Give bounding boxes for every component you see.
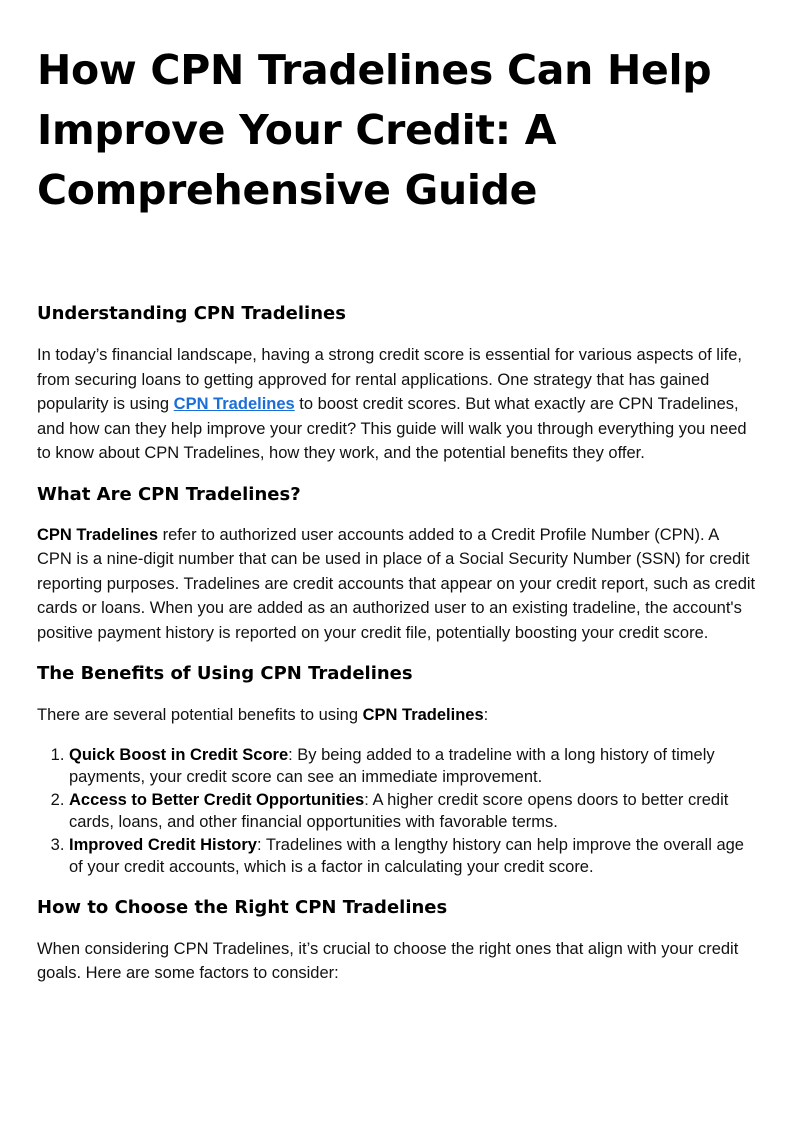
- benefits-list: [37, 744, 757, 879]
- document-page: [37, 40, 757, 986]
- list-item-text: : By being added to a tradeline with a long history of timely payments, your credit score can see an immediate improvement.: [69, 745, 715, 786]
- benefits-intro-bold: CPN Tradelines: [362, 706, 484, 724]
- benefits-intro-start: There are several potential benefits to using: [37, 706, 363, 724]
- benefits-intro: [37, 703, 757, 728]
- choose-paragraph: When considering CPN Tradelines, it’s crucial to choose the right ones that align with your credit goals. Here are some factors to consider:: [37, 939, 739, 982]
- list-item-title: Quick Boost in Credit Score: [69, 745, 289, 764]
- list-item-text: : A higher credit score opens doors to better credit cards, loans, and other financial opportunities with favorable terms.: [69, 790, 729, 831]
- intro-text-end: to boost credit scores. But what exactly are CPN Tradelines, and how can they help improve your credit? This guide will walk you through everything you need to know about CPN Tradelines, how they work, and the potential benefits they offer.: [37, 395, 747, 462]
- cpn-tradelines-link[interactable]: CPN Tradelines: [173, 395, 295, 413]
- intro-paragraph: [37, 343, 757, 466]
- benefits-intro-end: :: [483, 706, 489, 724]
- list-item-title: Improved Credit History: [69, 835, 257, 854]
- what-bold-lead: CPN Tradelines: [37, 525, 159, 544]
- list-item-title: Access to Better Credit Opportunities: [69, 790, 365, 809]
- page-title: How CPN Tradelines Can Help Improve Your Credit: A Comprehensive Guide: [37, 46, 712, 214]
- what-text: refer to authorized user accounts added to a Credit Profile Number (CPN). A CPN is a nine-digit number that can be used in place of a Social Security Number (SSN) for credit reporting purposes. Tradelines are credit accounts that appear on your credit report, such as credit cards or loans. When you are added as an authorized user to an existing tradeline, the account's positive payment history is reported on your credit file, potentially boosting your credit score.: [37, 525, 756, 642]
- section-heading-understanding: Understanding CPN Tradelines: [37, 303, 346, 324]
- section-heading-what: What Are CPN Tradelines?: [37, 483, 301, 505]
- intro-text-start: In today’s financial landscape, having a strong credit score is essential for various aspects of life, from securing loans to getting approved for rental applications. One strategy that has gained popularity is using: [37, 346, 742, 413]
- section-heading-choose: How to Choose the Right CPN Tradelines: [37, 896, 448, 918]
- what-paragraph: [37, 523, 757, 646]
- list-item-text: : Tradelines with a lengthy history can help improve the overall age of your credit accounts, which is a factor in calculating your credit score.: [69, 835, 744, 876]
- section-heading-benefits: The Benefits of Using CPN Tradelines: [37, 663, 413, 684]
- list-item: [69, 834, 757, 879]
- list-item: [69, 789, 757, 834]
- list-item: [69, 744, 757, 789]
